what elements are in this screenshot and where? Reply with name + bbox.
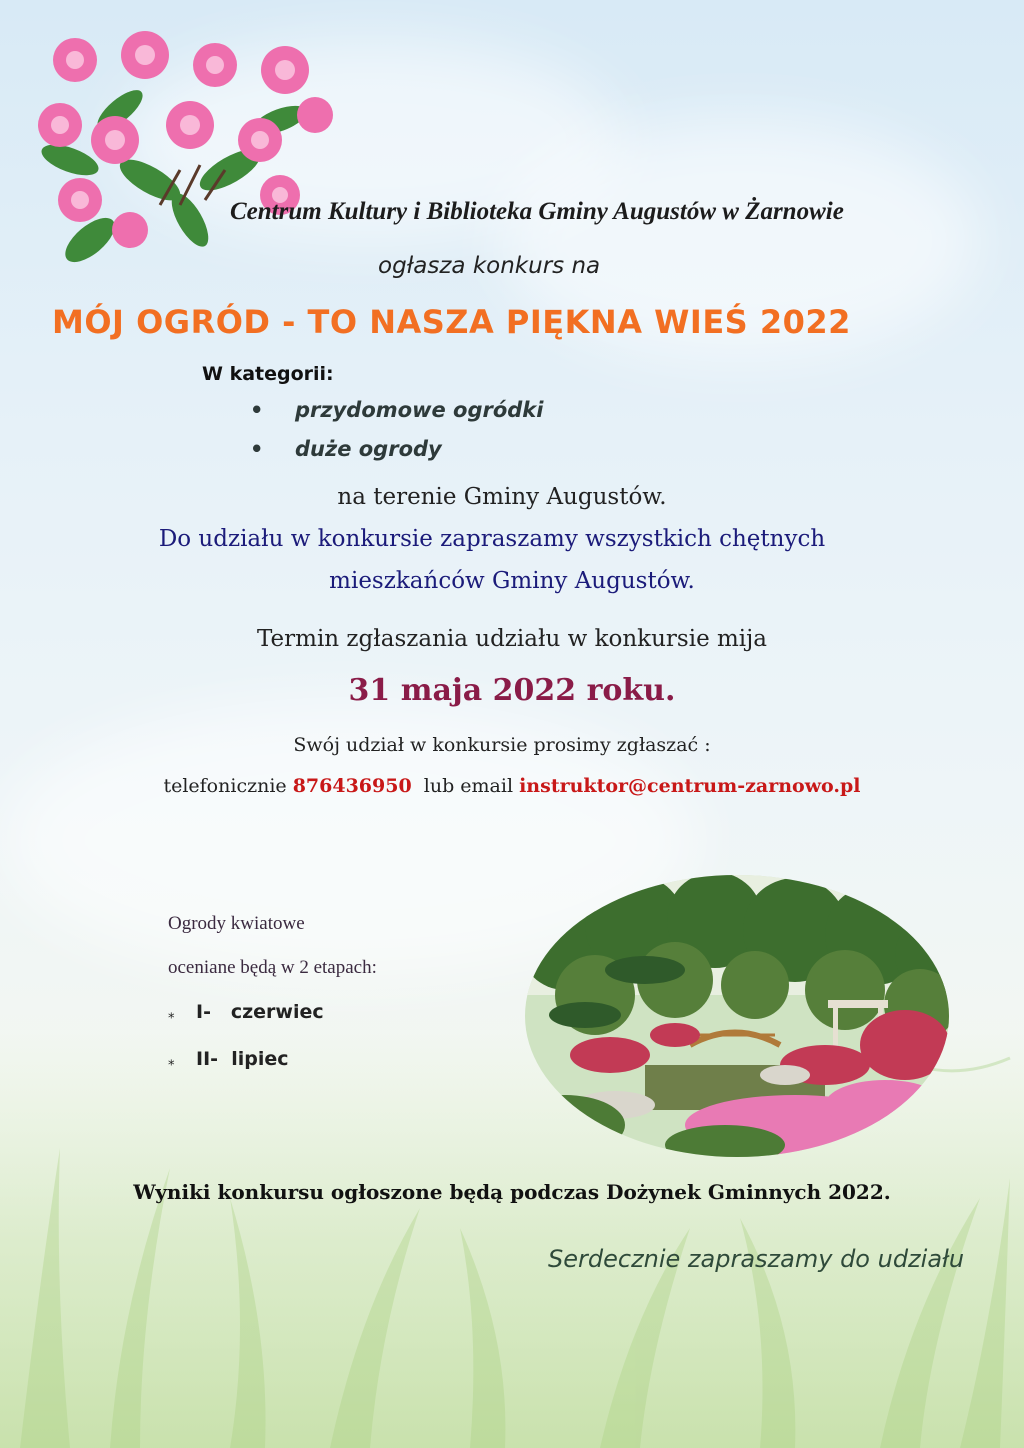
deadline-label: Termin zgłaszania udziału w konkursie mija (256, 626, 768, 652)
categories-list (250, 396, 543, 474)
asterisk-icon: ⁎ (168, 1054, 175, 1069)
category-label: przydomowe ogródki (295, 398, 544, 422)
bullet-icon: • (250, 437, 264, 461)
stage-item (168, 1001, 324, 1023)
apply-text: Swój udział w konkursie prosimy zgłaszać : (293, 734, 711, 756)
deadline-date: 31 maja 2022 roku. (348, 673, 676, 708)
contact-line (0, 775, 1024, 797)
list-item (250, 396, 543, 435)
stage-number: I- (196, 1001, 211, 1023)
phone-number[interactable]: 876436950 (292, 775, 412, 797)
organization-name: Centrum Kultury i Biblioteka Gminy Augustów w Żarnowie (230, 198, 844, 225)
garden-pond-photo (525, 875, 949, 1157)
list-item (250, 435, 543, 474)
invite-text-line1: Do udziału w konkursie zapraszamy wszystkich chętnych (158, 526, 826, 552)
email-label: lub email (423, 775, 514, 797)
categories-label: W kategorii: (202, 363, 334, 385)
invite-text-line2: mieszkańców Gminy Augustów. (329, 568, 695, 594)
email-link[interactable]: instruktor@centrum-zarnowo.pl (519, 775, 861, 797)
phone-label: telefonicznie (163, 775, 287, 797)
contest-title: MÓJ OGRÓD - TO NASZA PIĘKNA WIEŚ 2022 (52, 303, 851, 341)
evaluation-line1: Ogrody kwiatowe (168, 913, 305, 934)
category-label: duże ogrody (295, 437, 442, 461)
azalea-flowers-illustration (30, 30, 340, 280)
stage-number: II- (196, 1048, 219, 1070)
results-announcement: Wyniki konkursu ogłoszone będą podczas Dożynek Gminnych 2022. (133, 1180, 891, 1204)
stage-month: lipiec (231, 1048, 289, 1070)
closing-invitation: Serdecznie zapraszamy do udziału (548, 1245, 965, 1273)
announcement-text: ogłasza konkurs na (378, 253, 601, 279)
stage-item (168, 1048, 289, 1070)
asterisk-icon: ⁎ (168, 1007, 175, 1022)
stage-month: czerwiec (230, 1001, 324, 1023)
evaluation-line2: oceniane będą w 2 etapach: (168, 957, 377, 978)
bullet-icon: • (250, 398, 264, 422)
area-text: na terenie Gminy Augustów. (337, 484, 667, 510)
